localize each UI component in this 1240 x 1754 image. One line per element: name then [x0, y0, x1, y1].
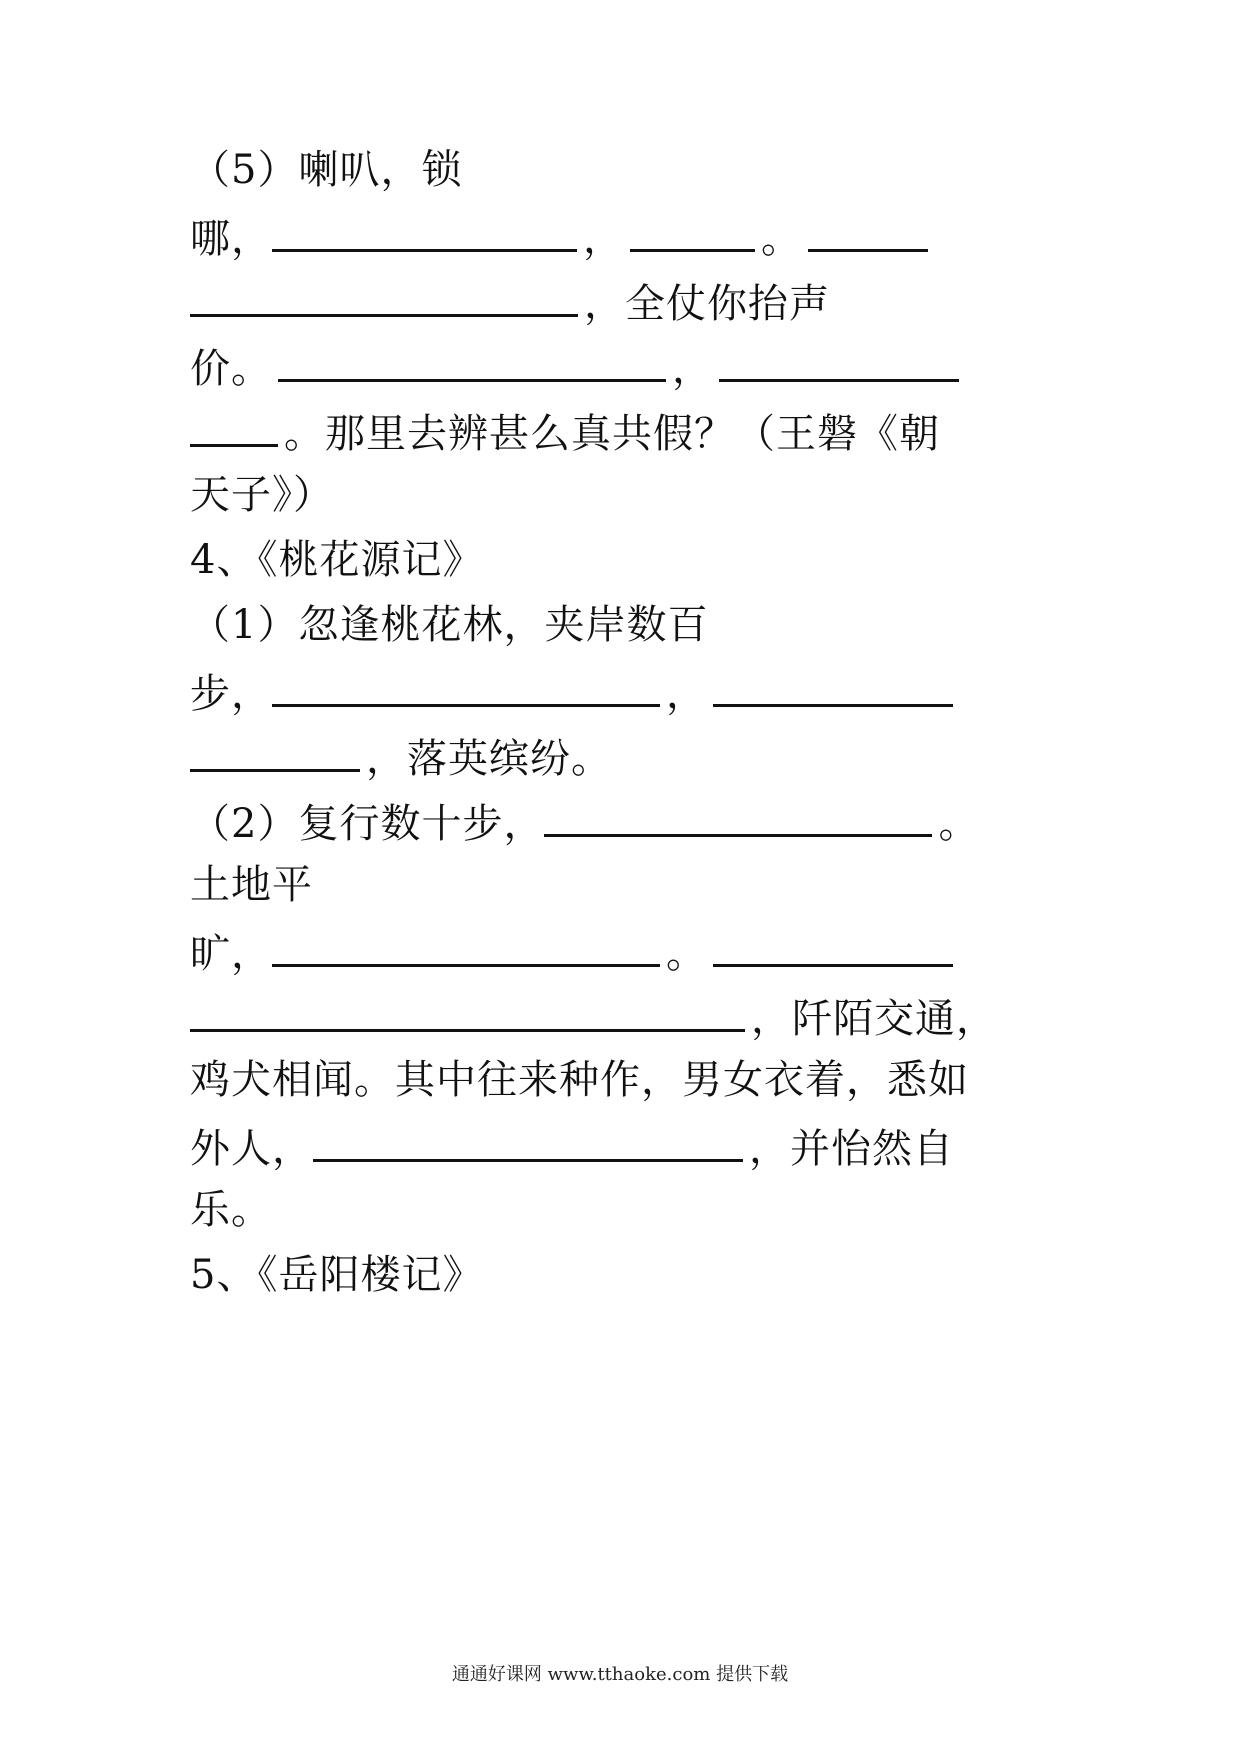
item5-line2: [190, 205, 928, 265]
section4-item2-line4: [190, 985, 997, 1045]
item5-line2b: ，: [583, 216, 624, 262]
section4-item2-line6: [190, 1115, 954, 1175]
footer-text: 通通好课网 www.tthaoke.com 提供下载: [451, 1664, 789, 1685]
section4-item2-line6b: ，并怡然自: [749, 1126, 954, 1172]
section4-item2-line3: [190, 920, 953, 980]
blank-item5-7[interactable]: [190, 400, 278, 447]
blank-item5-6[interactable]: [719, 335, 959, 382]
blank-s4-3[interactable]: [190, 725, 360, 772]
blank-s4-2[interactable]: [713, 660, 953, 707]
item5-line4b: ，: [672, 346, 713, 392]
section4-item2-line1: [190, 790, 979, 850]
item5-prefix-line: [190, 140, 462, 200]
item5-prefix: （5）喇叭，锁: [190, 147, 463, 193]
item5-line5: [190, 400, 940, 460]
blank-item5-3[interactable]: [808, 205, 928, 252]
blank-s4-4[interactable]: [544, 790, 932, 837]
item5-line2a: 哪，: [190, 216, 272, 262]
section4-item1-prefix-line: [190, 595, 708, 655]
item5-line2c: 。: [761, 216, 802, 262]
section4-item1-line2a: 步，: [190, 671, 272, 717]
section4-item2-line2: [190, 855, 313, 915]
section4-item1-line2b: ，: [666, 671, 707, 717]
section4-item2-line7: [190, 1180, 272, 1240]
blank-s4-5[interactable]: [272, 920, 660, 967]
section4-item2-line7: 乐。: [190, 1187, 272, 1233]
section5-title-line: [190, 1245, 483, 1305]
section4-item2-line2: 土地平: [190, 862, 313, 908]
page-footer: [0, 1660, 1240, 1686]
section4-item2-prefix: （2）复行数十步，: [190, 801, 545, 847]
section5-title: 5、《岳阳楼记》: [190, 1252, 484, 1298]
section4-item1-line2: [190, 660, 953, 720]
blank-item5-4[interactable]: [190, 270, 578, 317]
section4-item1-line3a: ，落英缤纷。: [366, 736, 612, 782]
section4-item2-line3a: 旷，: [190, 931, 272, 977]
section4-item1-prefix: （1）忽逢桃花林，夹岸数百: [190, 602, 709, 648]
item5-line4: [190, 335, 959, 395]
section4-item2-line5: [190, 1050, 969, 1110]
section4-item2-line5: 鸡犬相闻。其中往来种作，男女衣着，悉如: [190, 1057, 969, 1103]
blank-item5-5[interactable]: [278, 335, 666, 382]
section4-item2-suffix: 。: [938, 801, 980, 847]
item5-line6: [190, 465, 334, 525]
blank-s4-8[interactable]: [313, 1115, 743, 1162]
blank-s4-1[interactable]: [272, 660, 660, 707]
section4-title: 4、《桃花源记》: [190, 537, 484, 583]
blank-item5-2[interactable]: [630, 205, 755, 252]
item5-line3: [190, 270, 830, 330]
section4-item2-line6a: 外人，: [190, 1126, 313, 1172]
blank-s4-6[interactable]: [713, 920, 953, 967]
item5-line3a: ，全仗你抬声: [584, 281, 830, 327]
section4-item2-line4a: ，阡陌交通，: [751, 996, 997, 1042]
item5-line4a: 价。: [190, 346, 272, 392]
blank-item5-1[interactable]: [272, 205, 577, 252]
section4-item1-line3: [190, 725, 612, 785]
item5-line5a: 。那里去辨甚么真共假？（王磐《朝: [284, 411, 940, 457]
item5-line6: 天子》）: [190, 472, 334, 518]
section4-item2-line3b: 。: [666, 931, 707, 977]
section4-title-line: [190, 530, 483, 590]
blank-s4-7[interactable]: [190, 985, 745, 1032]
